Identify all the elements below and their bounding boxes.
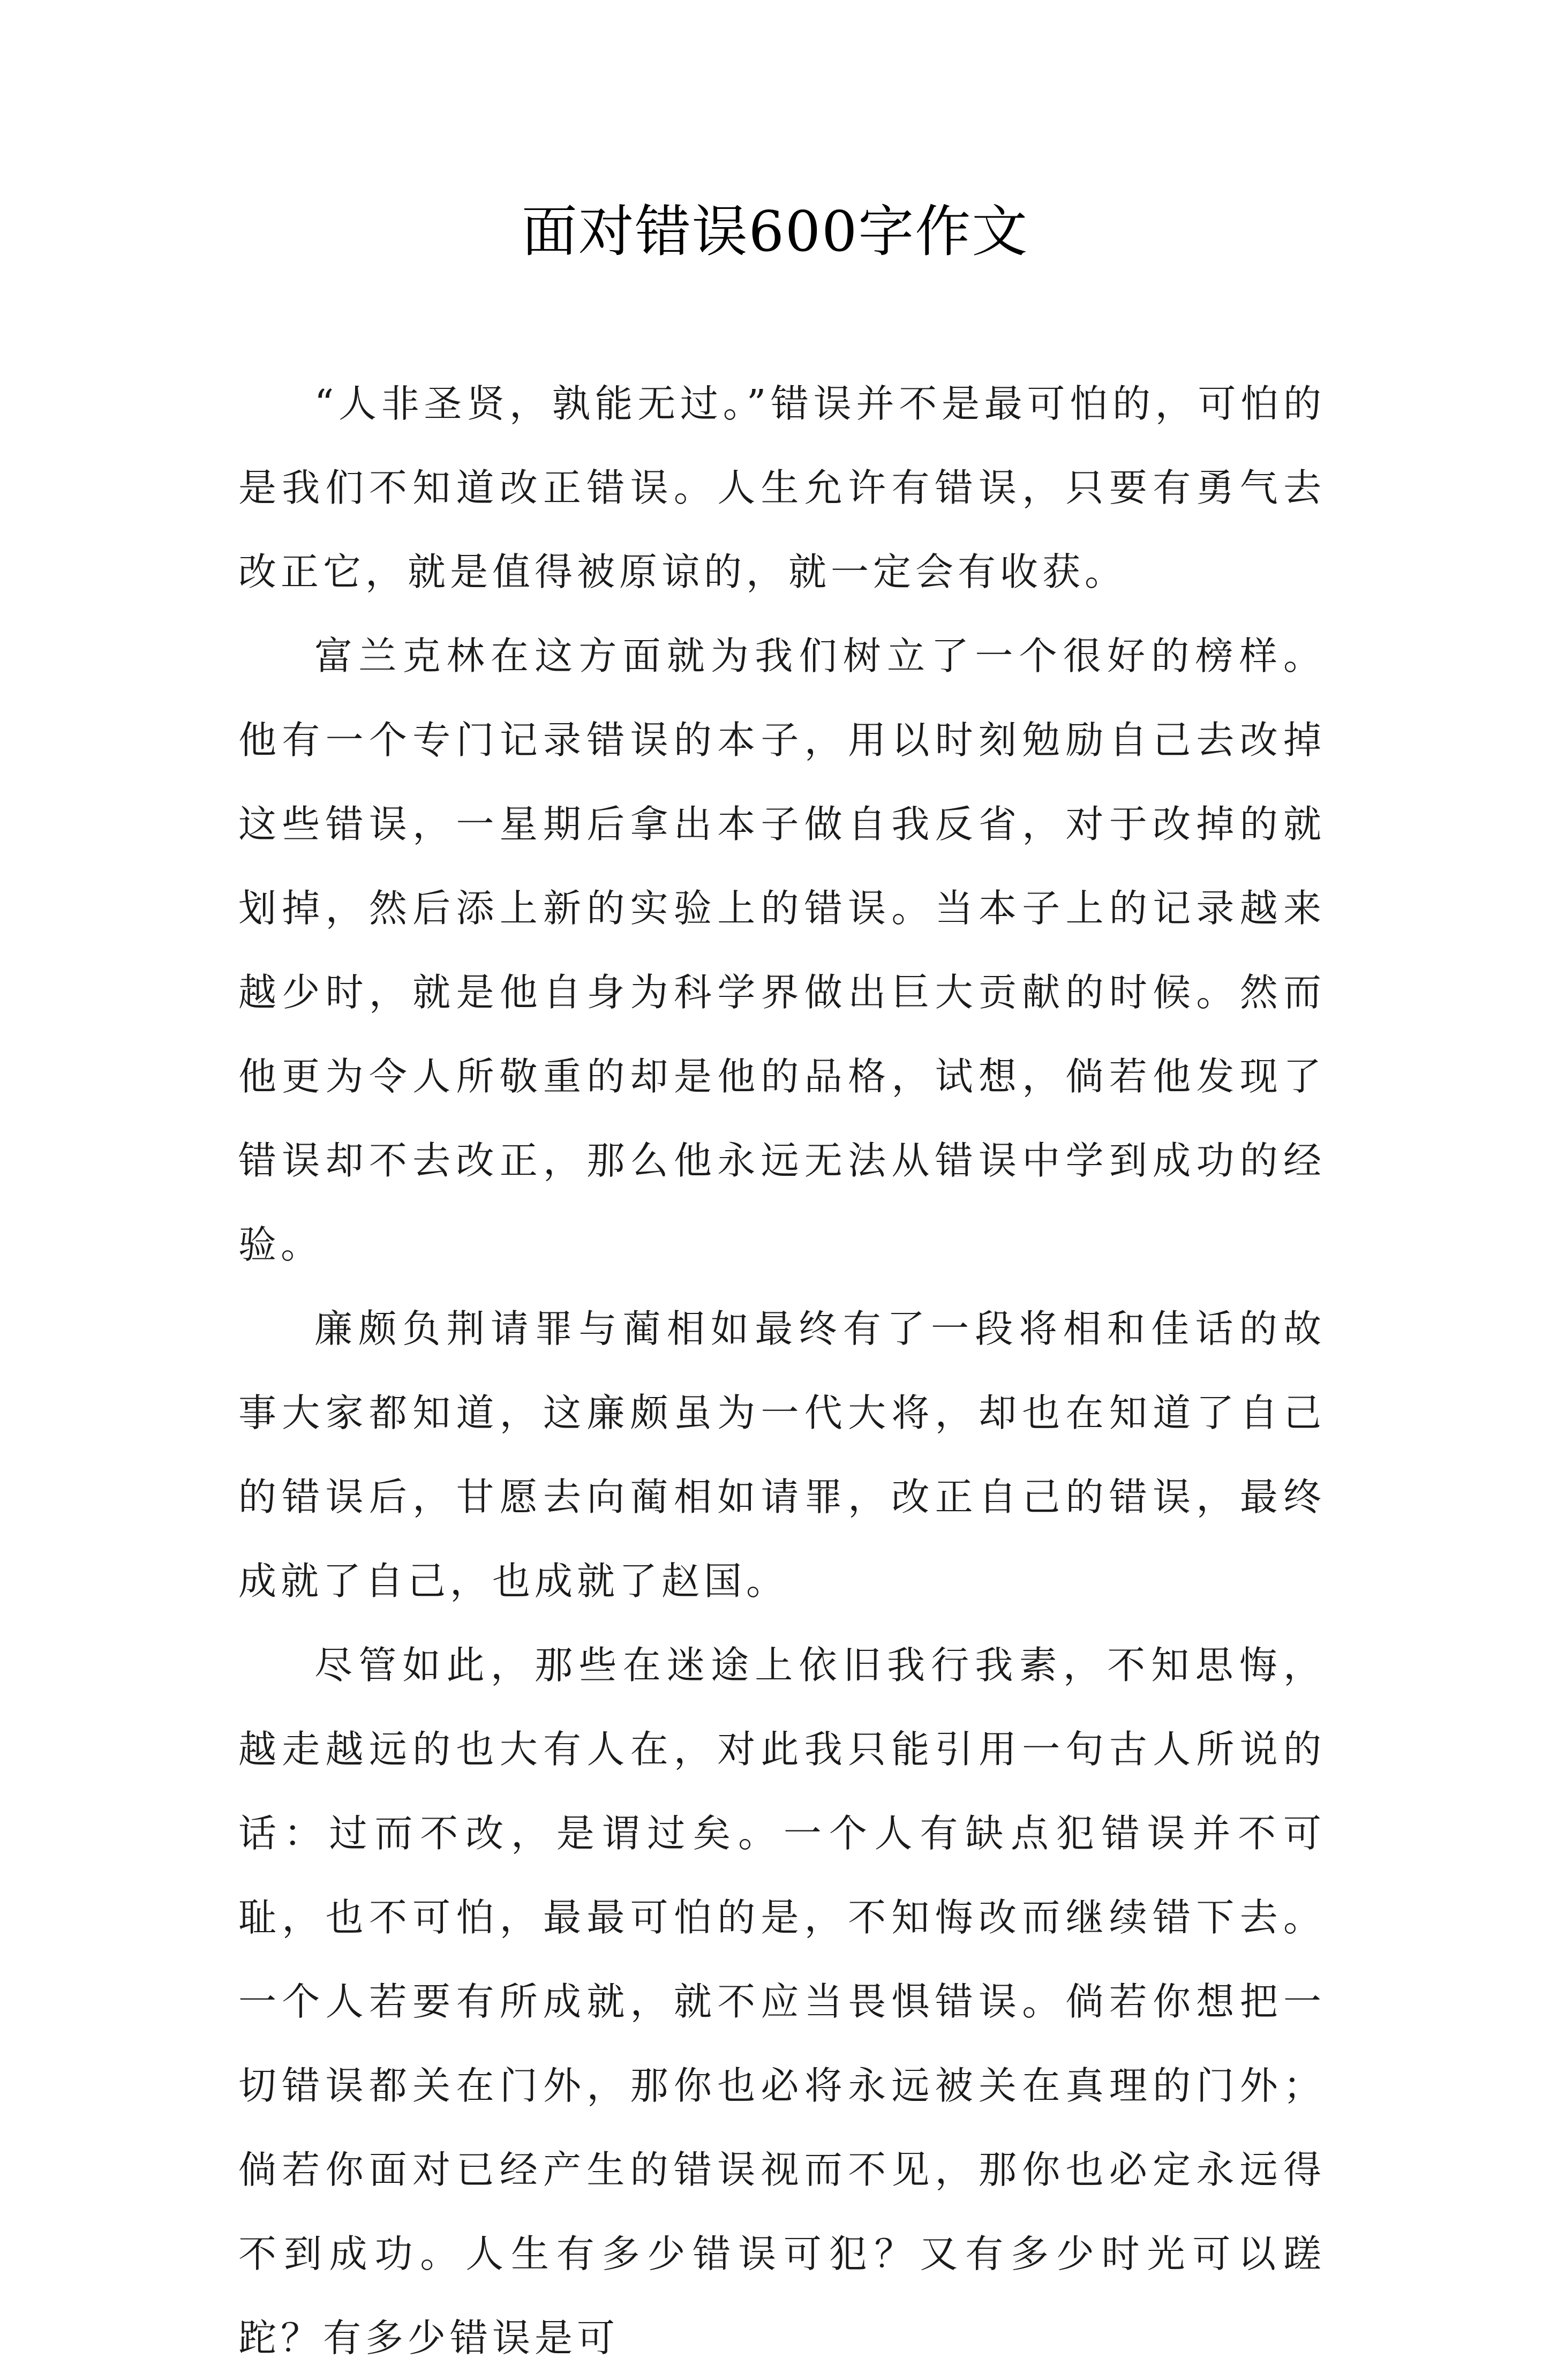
document-body: [238, 362, 1326, 2380]
paragraph-3: 廉颇负荆请罪与蔺相如最终有了一段将相和佳话的故事大家都知道，这廉颇虽为一代大将，却也在知道了自己的错误后，甘愿去向蔺相如请罪，改正自己的错误，最终成就了自己，也成就了赵国。: [238, 1307, 1326, 1603]
paragraph-4: 尽管如此，那些在迷途上依旧我行我素，不知思悔，越走越远的也大有人在，对此我只能引用一句古人所说的话：过而不改，是谓过矣。一个人有缺点犯错误并不可耻，也不可怕，最最可怕的是，不知悔改而继续错下去。一个人若要有所成就，就不应当畏惧错误。倘若你想把一切错误都关在门外，那你也必将永远被关在真理的门外；倘若你面对已经产生的错误视而不见，那你也必定永远得不到成功。人生有多少错误可犯？又有多少时光可以蹉跎？有多少错误是可: [238, 1643, 1326, 2360]
paragraph-1: “人非圣贤，孰能无过。”错误并不是最可怕的，可怕的是我们不知道改正错误。人生允许有错误，只要有勇气去改正它，就是值得被原谅的，就一定会有收获。: [238, 381, 1326, 594]
paragraph-2: 富兰克林在这方面就为我们树立了一个很好的榜样。他有一个专门记录错误的本子，用以时刻勉励自己去改掉这些错误，一星期后拿出本子做自我反省，对于改掉的就划掉，然后添上新的实验上的错误。当本子上的记录越来越少时，就是他自身为科学界做出巨大贡献的时候。然而他更为令人所敬重的却是他的品格，试想，倘若他发现了错误却不去改正，那么他永远无法从错误中学到成功的经验。: [238, 634, 1326, 1267]
document-title: 面对错误600字作文: [521, 199, 1029, 264]
